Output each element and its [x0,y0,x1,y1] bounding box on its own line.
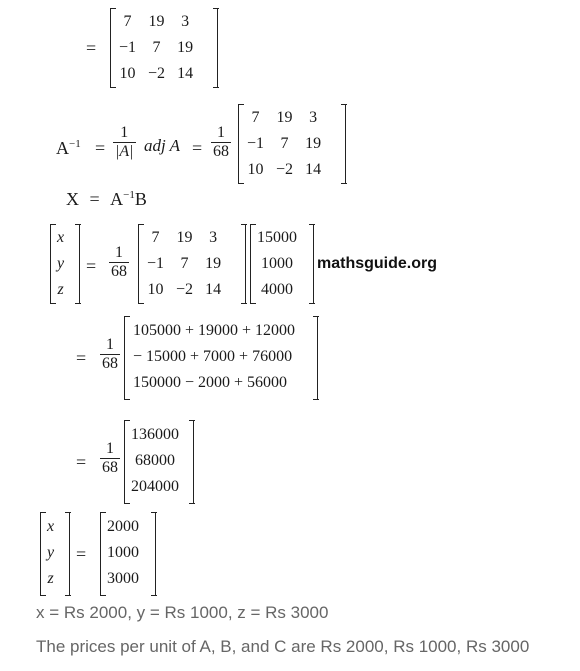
cell: 136000 [131,426,179,443]
var: z [57,281,64,298]
matrix-sums [124,316,318,400]
cell: 19 [276,109,293,126]
vector-xyz [50,224,80,304]
cell: 19 [176,229,193,246]
cell: 3 [181,13,190,30]
vector-result [100,512,156,596]
matrix-totals [124,420,194,504]
fraction-one-over-68: $\frac{1}{68}$ [213,124,229,160]
watermark-logo: mathsguide.org [317,255,438,272]
formula-line: $X = A^{-1}B$ [66,189,147,209]
cell: 7 [180,255,189,272]
equals-sign: = [76,544,87,564]
adj-a: adj A [144,136,181,155]
cell: 3 [309,109,318,126]
equals-sign: = [95,138,106,158]
cell: 19 [305,135,322,152]
inverse-lhs: $A^{-1}$ [56,138,81,158]
vector-b [250,224,314,304]
cell: 10 [247,161,264,178]
cell: 3000 [107,570,139,587]
cell: 15000 [257,229,297,246]
fraction-one-over-68: $\frac{1}{68}$ [102,440,118,476]
var: x [57,229,65,246]
fraction-one-over-68: $\frac{1}{68}$ [102,336,118,372]
var: y [57,255,65,272]
cell: −2 [148,65,166,82]
equals-sign: = [86,38,97,58]
fraction-one-over-68: $\frac{1}{68}$ [111,244,127,280]
cell: 10 [119,65,136,82]
cell: −1 [147,255,165,272]
cell: 3 [209,229,218,246]
var: z [47,570,54,587]
cell: 19 [177,39,194,56]
answer-sentence: The prices per unit of A, B, and C are Rs 2000, Rs 1000, Rs 3000 [36,637,530,656]
equals-sign: = [76,348,87,368]
equals-sign: = [86,256,97,276]
cell: 14 [305,161,322,178]
vector-xyz [40,512,70,596]
cell: 4000 [261,281,293,298]
cell: 10 [147,281,164,298]
cell: 150000 − 2000 + 56000 [133,374,288,391]
cell: 7 [151,229,160,246]
equals-sign: = [76,452,87,472]
cell: 14 [177,65,194,82]
cell: 105000 + 19000 + 12000 [133,322,296,339]
equals-sign: = [192,138,203,158]
var: x [47,518,55,535]
cell: 68000 [135,452,175,469]
matrix-adj [110,8,218,88]
cell: 2000 [107,518,139,535]
cell: 7 [152,39,161,56]
answer-values: x = Rs 2000, y = Rs 1000, z = Rs 3000 [36,603,329,622]
cell: −2 [276,161,294,178]
fraction-one-over-det: $\frac{1}{|A|}$ [115,124,134,160]
matrix-adj [138,224,246,304]
cell: 7 [251,109,260,126]
cell: 7 [280,135,289,152]
cell: 14 [205,281,222,298]
cell: 19 [205,255,222,272]
cell: −1 [119,39,137,56]
var: y [47,544,55,561]
cell: − 15000 + 7000 + 76000 [133,348,293,365]
cell: 1000 [107,544,139,561]
cell: 7 [123,13,132,30]
matrix-adj [238,104,346,184]
cell: 19 [148,13,165,30]
cell: −1 [247,135,265,152]
cell: −2 [176,281,194,298]
cell: 204000 [131,478,179,495]
cell: 1000 [261,255,293,272]
